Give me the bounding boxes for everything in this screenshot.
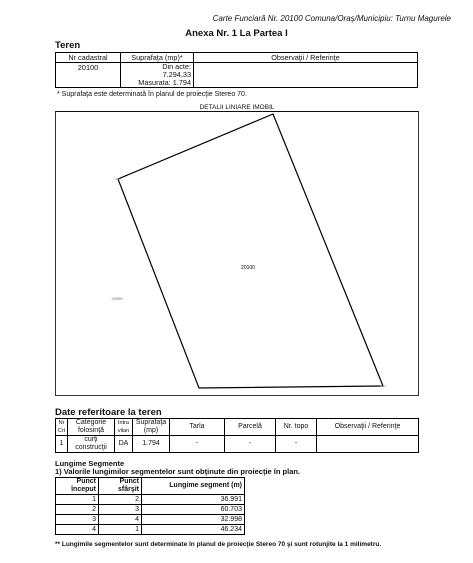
cell-categorie: curţi construcţii — [68, 436, 115, 453]
cell-length: 46.234 — [142, 525, 245, 535]
cell-parcela: - — [225, 436, 276, 453]
plan-title: DETALII LINIARE IMOBIL — [199, 104, 275, 111]
parcel-plan-drawing — [55, 104, 419, 396]
teren-table — [55, 52, 418, 88]
suprafata-line-3: Masurata: 1.794 — [138, 78, 191, 87]
cell-start: 3 — [56, 515, 99, 525]
cell-nr-topo: - — [276, 436, 317, 453]
teren-table-row — [56, 63, 418, 88]
cell-end: 4 — [99, 515, 142, 525]
cell-tarla: - — [170, 436, 225, 453]
cell-nr-crt: 1 — [56, 436, 68, 453]
lungime-table — [55, 477, 245, 535]
header-lungime: Lungime segment (m) — [142, 478, 245, 495]
lungime-row — [56, 495, 245, 505]
header-observatii-2: Observaţii / Referinţe — [317, 419, 419, 436]
header-intravilan: Intra vilan — [115, 419, 133, 436]
suprafata-line-2: 7.294,33 — [162, 70, 191, 79]
neighbor-label: 20099 — [111, 296, 123, 301]
cell-observatii — [317, 436, 419, 453]
header-parcela: Parcelă — [225, 419, 276, 436]
nr-cadastral-value: 20100 — [56, 63, 121, 88]
cell-intravilan: DA — [115, 436, 133, 453]
cell-length: 36.991 — [142, 495, 245, 505]
parcel-outline — [118, 114, 383, 388]
date-teren-table — [55, 418, 419, 453]
lungime-row — [56, 515, 245, 525]
date-teren-row — [56, 436, 419, 453]
header-categorie: Categorie folosinţă — [68, 419, 115, 436]
lungime-subtitle: 1) Valorile lungimilor segmentelor sunt obţinute din proiecţie în plan. — [55, 467, 301, 476]
header-observatii: Observaţii / Referinţe — [194, 53, 418, 63]
plan-frame — [56, 112, 419, 396]
cell-start: 4 — [56, 525, 99, 535]
date-teren-title: Date referitoare la teren — [55, 407, 162, 418]
cell-start: 2 — [56, 505, 99, 515]
cell-end: 3 — [99, 505, 142, 515]
parcel-label: 20100 — [241, 265, 255, 271]
cell-end: 1 — [99, 525, 142, 535]
teren-section-title: Teren — [55, 40, 81, 51]
lungime-row — [56, 505, 245, 515]
date-teren-header — [56, 419, 419, 436]
lungime-header — [56, 478, 245, 495]
cell-suprafata: 1.794 — [133, 436, 170, 453]
header-suprafata: Suprafaţa (mp)* — [121, 53, 194, 63]
lungime-title: Lungime Segmente — [55, 459, 125, 468]
cell-end: 2 — [99, 495, 142, 505]
lungime-row — [56, 525, 245, 535]
cell-length: 60.703 — [142, 505, 245, 515]
suprafata-line-1: Din acte: — [162, 62, 191, 71]
header-punct-inceput: Punct început — [56, 478, 99, 495]
annex-title: Anexa Nr. 1 La Partea I — [185, 28, 288, 39]
header-nr-crt: Nr Crt — [56, 419, 68, 436]
cell-length: 32.998 — [142, 515, 245, 525]
plan-area — [55, 104, 419, 396]
suprafata-value — [121, 63, 194, 88]
header-nr-topo: Nr. topo — [276, 419, 317, 436]
carte-funciara-header: Carte Funciară Nr. 20100 Comuna/Oraş/Municipiu: Turnu Magurele — [212, 14, 451, 23]
header-suprafata-mp: Suprafaţa (mp) — [133, 419, 170, 436]
header-tarla: Tarla — [170, 419, 225, 436]
observatii-value — [194, 63, 418, 88]
suprafata-note: * Suprafaţa este determinată în planul de proiecţie Stereo 70. — [57, 91, 247, 98]
cell-start: 1 — [56, 495, 99, 505]
header-nr-cadastral: Nr cadastral — [56, 53, 121, 63]
teren-table-header — [56, 53, 418, 63]
lungime-footnote: ** Lungimile segmentelor sunt determinate în planul de proiecţie Stereo 70 şi sunt rotunjite la 1 milimetru. — [55, 541, 382, 548]
header-punct-sfarsit: Punct sfârşit — [99, 478, 142, 495]
